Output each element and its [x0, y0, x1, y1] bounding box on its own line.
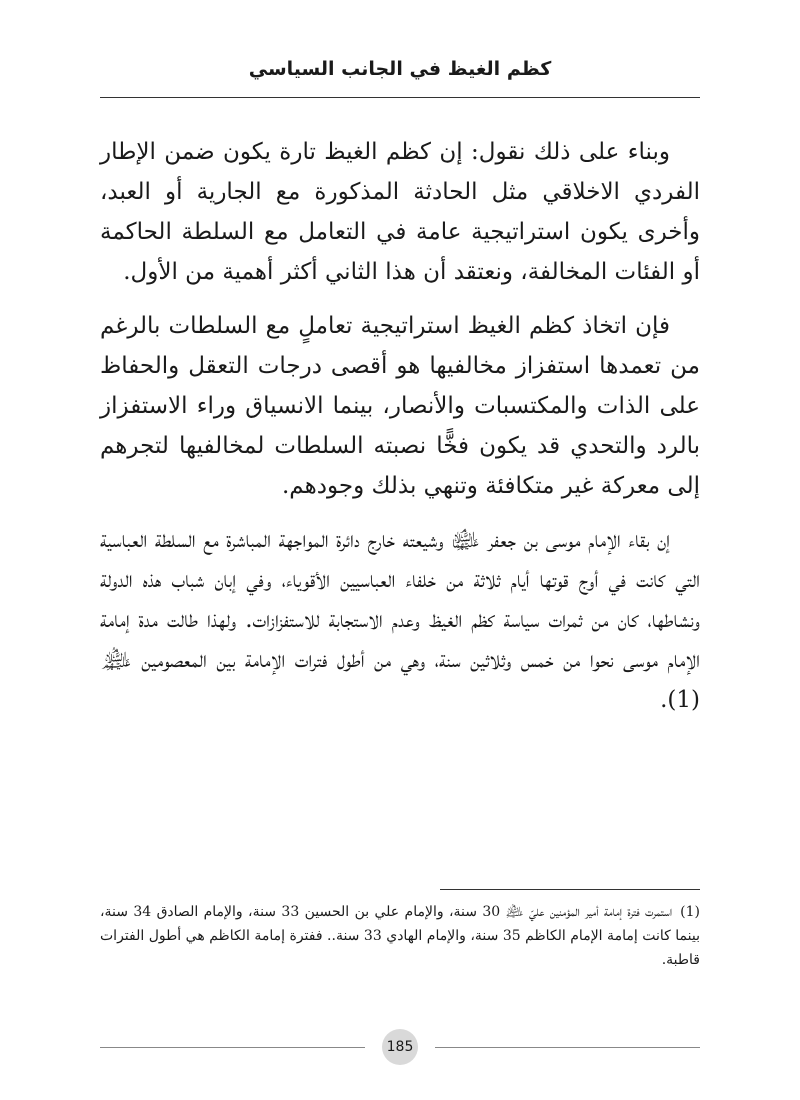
- page-number: 185: [382, 1029, 418, 1065]
- header-rule: [100, 97, 700, 98]
- folio-rule-right: [435, 1047, 700, 1048]
- running-head: كظم الغيظ في الجانب السياسي: [248, 58, 552, 80]
- footnote-number: (1): [680, 904, 700, 920]
- footnote-rule: [440, 889, 700, 890]
- body-text: [100, 132, 700, 734]
- footnote: [100, 900, 700, 972]
- paragraph-1: وبناء على ذلك نقول: إن كظم الغيظ تارة يكون ضمن الإطار الفردي الاخلاقي مثل الحادثة المذكورة مع الجارية أو العبد، وأخرى يكون استراتيجية عامة في التعامل مع السلطة الحاكمة أو الفئات المخالفة، ونعتقد أن هذا الثاني أكثر أهمية من الأول.: [100, 139, 700, 285]
- footnote-text: استمرت فترة إمامة أمير المؤمنين عليّ ﵇ 30 سنة، والإمام علي بن الحسين 33 سنة، والإمام الصادق 34 سنة، بينما كانت إمامة الإمام الكاظم 35 سنة، والإمام الهادي 33 سنة.. ففترة إمامة الكاظم هي أطول الفترات قاطبة.: [100, 904, 700, 968]
- folio-rule-left: [100, 1047, 365, 1048]
- paragraph-3: إن بقاء الإمام موسى بن جعفر ﵉ وشيعته خارج دائرة المواجهة المباشرة مع السلطة العباسية التي كانت في أوج قوتها أيام ثلاثة من خلفاء العباسيين الأقوياء، وفي إبان شباب هذه الدولة ونشاطها، كان من ثمرات سياسة كظم الغيظ وعدم الاستجابة للاستفزازات. ولهذا طالت مدة إمامة الإمام موسى نحوا من خمس وثلاثين سنة، وهي من أطول فترات الإمامة بين المعصومين ﵈ (1).: [100, 527, 700, 713]
- paragraph-2: فإن اتخاذ كظم الغيظ استراتيجية تعاملٍ مع السلطات بالرغم من تعمدها استفزاز مخالفيها هو أقصى درجات التعقل والحفاظ على الذات والمكتسبات والأنصار، بينما الانسياق وراء الاستفزاز بالرد والتحدي قد يكون فخًّا نصبته السلطات لمخالفيها لتجرهم إلى معركة غير متكافئة وتنهي بذلك وجودهم.: [100, 313, 700, 499]
